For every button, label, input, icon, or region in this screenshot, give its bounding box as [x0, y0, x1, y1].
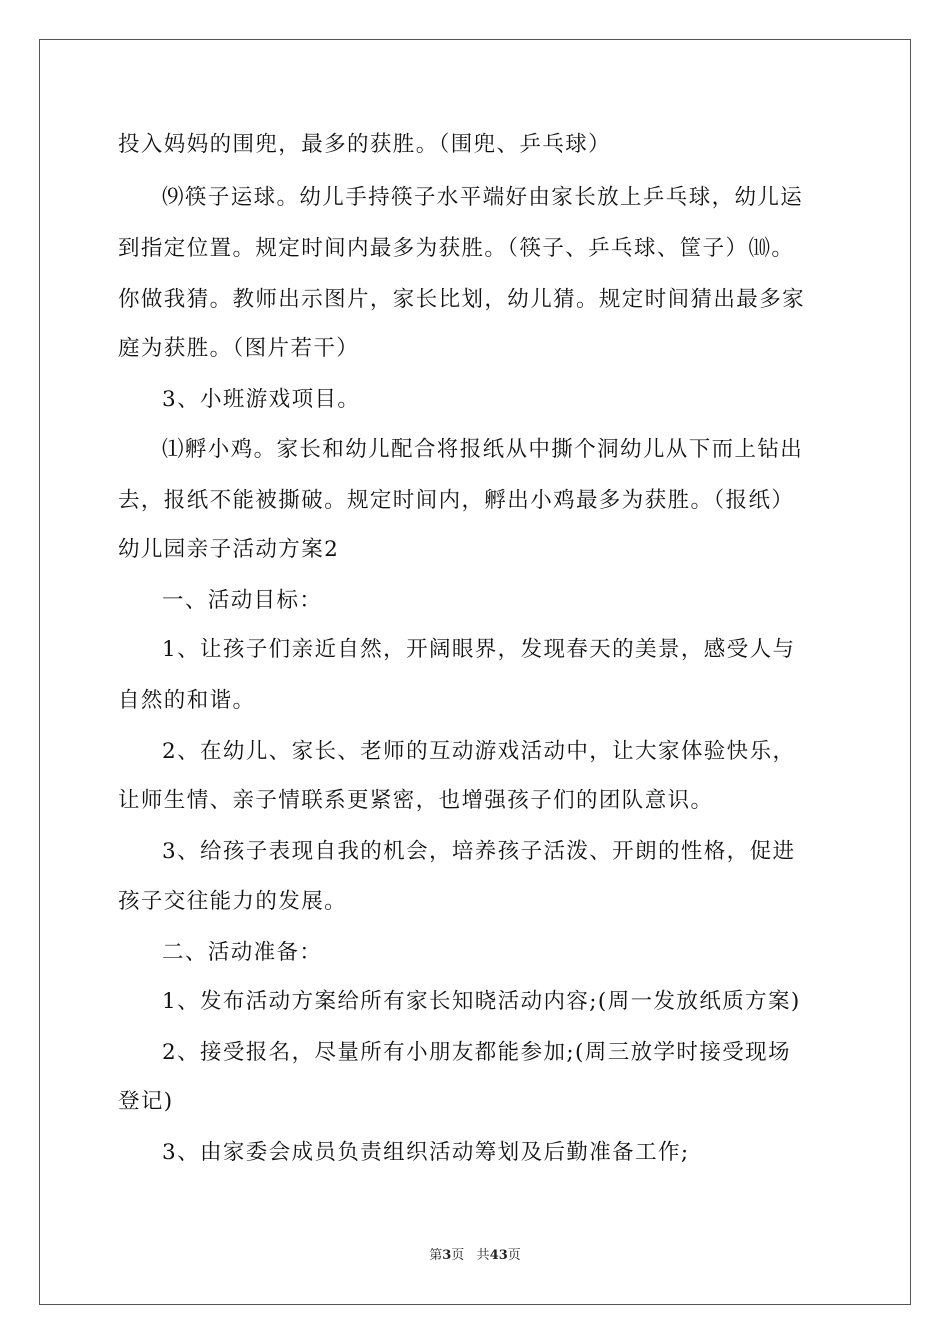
paragraph-line: ⑼筷子运球。幼儿手持筷子水平端好由家长放上乒乓球，幼儿运 [162, 185, 804, 210]
paragraph-line: 2、在幼儿、家长、老师的互动游戏活动中，让大家体验快乐， [162, 739, 796, 764]
section-heading: 一、活动目标： [162, 588, 323, 613]
paragraph-line: 1、发布活动方案给所有家长知晓活动内容;(周一发放纸质方案) [162, 989, 801, 1014]
text-line: 投入妈妈的围兜，最多的获胜。（围兜、乒乓球） [118, 132, 612, 157]
text-line: 你做我猜。教师出示图片，家长比划，幼儿猜。规定时间猜出最多家 [118, 287, 806, 312]
text-line: 去，报纸不能被撕破。规定时间内，孵出小鸡最多为获胜。（报纸） [118, 488, 795, 513]
section-heading: 3、小班游戏项目。 [162, 387, 361, 412]
paragraph-line: 2、接受报名，尽量所有小朋友都能参加;(周三放学时接受现场 [162, 1040, 791, 1065]
paragraph-line: 1、让孩子们亲近自然，开阔眼界，发现春天的美景，感受人与 [162, 637, 796, 662]
paragraph-line: 3、由家委会成员负责组织活动筹划及后勤准备工作; [162, 1140, 690, 1165]
footer-prefix: 第 [429, 1248, 443, 1263]
current-page-number: 3 [442, 1248, 452, 1263]
footer-page-unit: 页 [451, 1248, 465, 1263]
text-line: 庭为获胜。（图片若干） [118, 336, 360, 361]
paragraph-line: ⑴孵小鸡。家长和幼儿配合将报纸从中撕个洞幼儿从下而上钻出 [162, 437, 804, 462]
total-pages-number: 43 [489, 1248, 508, 1263]
page-footer [0, 1244, 950, 1263]
text-line: 让师生情、亲子情联系更紧密，也增强孩子们的团队意识。 [118, 788, 714, 813]
paragraph-line: 3、给孩子表现自我的机会，培养孩子活泼、开朗的性格，促进 [162, 839, 796, 864]
footer-total-prefix: 共 [476, 1248, 490, 1263]
document-title: 幼儿园亲子活动方案2 [118, 537, 340, 562]
text-line: 自然的和谐。 [118, 688, 256, 713]
section-heading: 二、活动准备： [162, 940, 323, 965]
text-line: 到指定位置。规定时间内最多为获胜。（筷子、乒乓球、筐子）⑽。 [118, 236, 795, 261]
footer-total-unit: 页 [507, 1248, 521, 1263]
text-line: 孩子交往能力的发展。 [118, 889, 348, 914]
text-line: 登记) [118, 1089, 174, 1114]
